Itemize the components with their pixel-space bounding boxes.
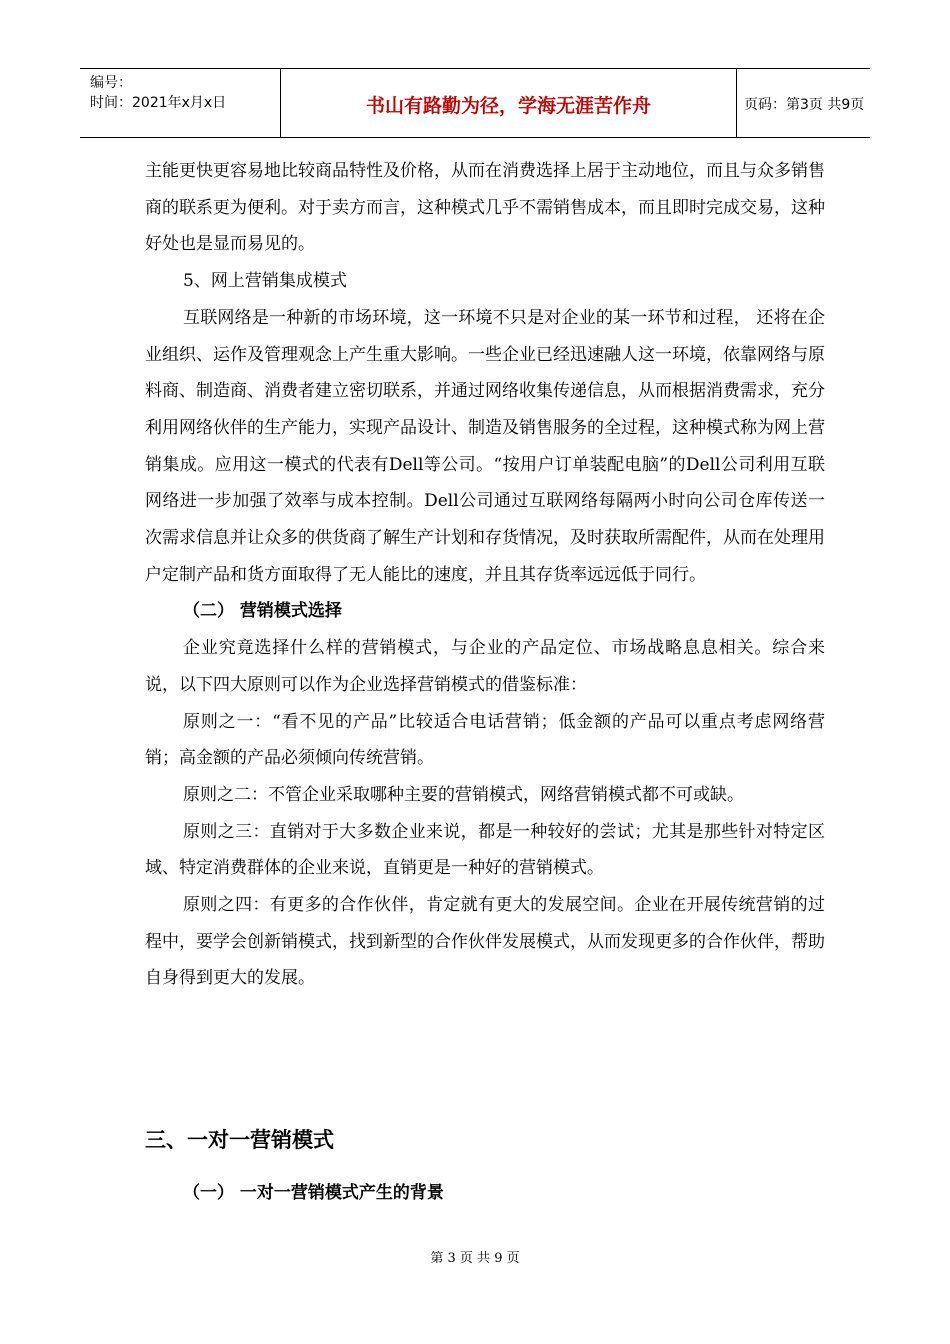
date-label: 时间：2021年x月x日: [90, 95, 227, 111]
paragraph: 原则之二：不管企业采取哪种主要的营销模式，网络营销模式都不可或缺。: [183, 784, 744, 805]
document-body: [145, 153, 825, 997]
header-meta: [80, 69, 280, 137]
page-info: 页码：第3页 共9页: [744, 97, 865, 113]
header-motto-cell: [280, 69, 737, 137]
paragraph: 原则之一：“看不见的产品”比较适合电话营销；低金额的产品可以重点考虑网络营销；高金额的产品必须倾向传统营销。: [145, 711, 825, 769]
paragraph: 企业究竟选择什么样的营销模式，与企业的产品定位、市场战略息息相关。综合来说，以下四大原则可以作为企业选择营销模式的借鉴标准：: [145, 638, 825, 695]
page-footer: 第 3 页 共 9 页: [430, 1251, 520, 1266]
page-header: [80, 68, 870, 138]
header-page-cell: [736, 69, 870, 137]
chapter-heading: 三、一对一营销模式: [145, 1127, 334, 1152]
paragraph: 原则之四：有更多的合作伙伴，肯定就有更大的发展空间。企业在开展传统营销的过程中，要学会创新销模式，找到新型的合作伙伴发展模式，从而发现更多的合作伙伴，帮助自身得到更大的发展。: [145, 895, 825, 989]
paragraph-subtitle: 5、网上营销集成模式: [183, 271, 347, 292]
motto: 书山有路勤为径，学海无涯苦作舟: [365, 95, 651, 117]
paragraph: 主能更快更容易地比较商品特性及价格，从而在消费选择上居于主动地位，而且与众多销售商的联系更为便利。对于卖方而言，这种模式几乎不需销售成本，而且即时完成交易，这种好处也是显而易见的。: [145, 161, 825, 255]
number-label: 编号：: [90, 75, 132, 91]
section-heading: （二） 营销模式选择: [183, 601, 342, 622]
paragraph: 互联网络是一种新的市场环境，这一环境不只是对企业的某一环节和过程， 还将在企业组织、运作及管理观念上产生重大影响。一些企业已经迅速融人这一环境，依靠网络与原料商、制造商、消费者建立密切联系，并通过网络收集传递信息，从而根据消费需求，充分利用网络伙伴的生产能力，实现产品设计、制造及销售服务的全过程，这种模式称为网上营销集成。应用这一模式的代表有Dell等公司。“按用户订单装配电脑”的Dell公司利用互联网络进一步加强了效率与成本控制。Dell公司通过互联网络每隔两小时向公司仓库传送一次需求信息并让众多的供货商了解生产计划和存货情况，及时获取所需配件，从而在处理用户定制产品和货方面取得了无人能比的速度，并且其存货率远远低于同行。: [145, 307, 825, 585]
paragraph: 原则之三：直销对于大多数企业来说，都是一种较好的尝试；尤其是那些针对特定区域、特定消费群体的企业来说，直销更是一种好的营销模式。: [145, 821, 825, 879]
subsection-heading: （一） 一对一营销模式产生的背景: [183, 1183, 444, 1203]
